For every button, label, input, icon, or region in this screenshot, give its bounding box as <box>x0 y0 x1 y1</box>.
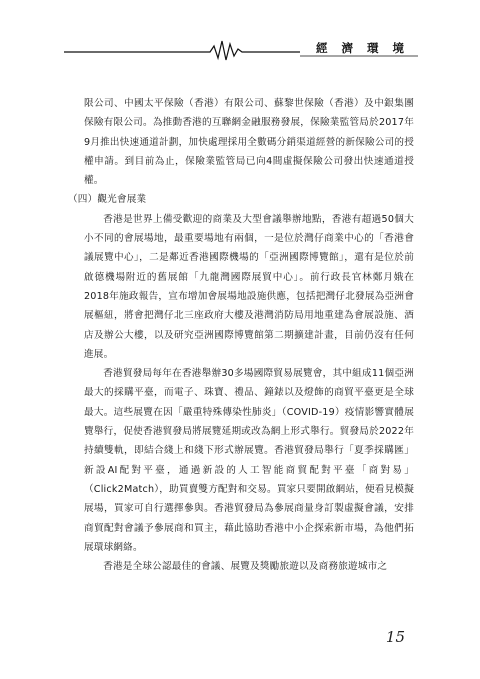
header-title: 經濟環境 <box>316 41 418 55</box>
running-header <box>0 36 480 62</box>
paragraph: 香港是世界上備受歡迎的商業及大型會議舉辦地點，香港有超過50個大小不同的會展場地，最重要場地有兩個，一是位於灣仔商業中心的「香港會議展覽中心」，二是鄰近香港國際機場的「亞洲國際博覽館」，還有是位於前啟德機場附近的舊展館「九龍灣國際展貿中心」。前行政長官林鄭月娥在2018年施政報告，宣布增加會展場地設施供應，包括把灣仔北發展為亞洲會展樞紐，將會把灣仔北三座政府大樓及港灣消防局用地重建為會展設施、酒店及辦公大樓，以及研究亞洲國際博覽館第二期擴建計畫，目前仍沒有任何進展。 <box>84 213 414 360</box>
page-number: 15 <box>385 628 405 646</box>
paragraph: 香港是全球公認最佳的會議、展覽及獎勵旅遊以及商務旅遊城市之 <box>103 561 388 573</box>
paragraph-continued: 限公司、中國太平保險（香港）有限公司、蘇黎世保險（香港）及中銀集團保險有限公司。為推動香港的互聯網金融服務發展，保險業監管局於2017年9月推出快速通道計劃，加快處理採用全數碼分銷渠道經營的新保險公司的授權申請。到目前為止，保險業監管局已向4間虛擬保險公司發出快速通道授權。 <box>84 98 414 187</box>
paragraph: 香港貿發局每年在香港舉辦30多場國際貿易展覽會，其中組成11個亞洲最大的採購平臺，而電子、珠寶、禮品、鐘錶以及燈飾的商貿平臺更是全球最大。這些展覽在因「嚴重特殊傳染性肺炎」（COVID-19）疫情影響實體展覽舉行，促使香港貿發局將展覽延期或改為網上形式舉行。貿發局於2022年持續雙軌，即結合綫上和綫下形式辦展覽。香港貿發局舉行「夏季採購匯」新設AI配對平臺，通過新設的人工智能商貿配對平臺「商對易」（Click2Match），助買賣雙方配對和交易。買家只要開啟網站，便看見模擬展場，買家可自行選擇參與。香港貿發局為參展商量身訂製虛擬會議，安排商貿配對會議予參展商和買主，藉此協助香港中小企探索新市場，為他們拓展環球網絡。 <box>84 368 414 553</box>
document-body <box>68 94 414 576</box>
section-heading: （四）觀光會展業 <box>68 194 147 206</box>
